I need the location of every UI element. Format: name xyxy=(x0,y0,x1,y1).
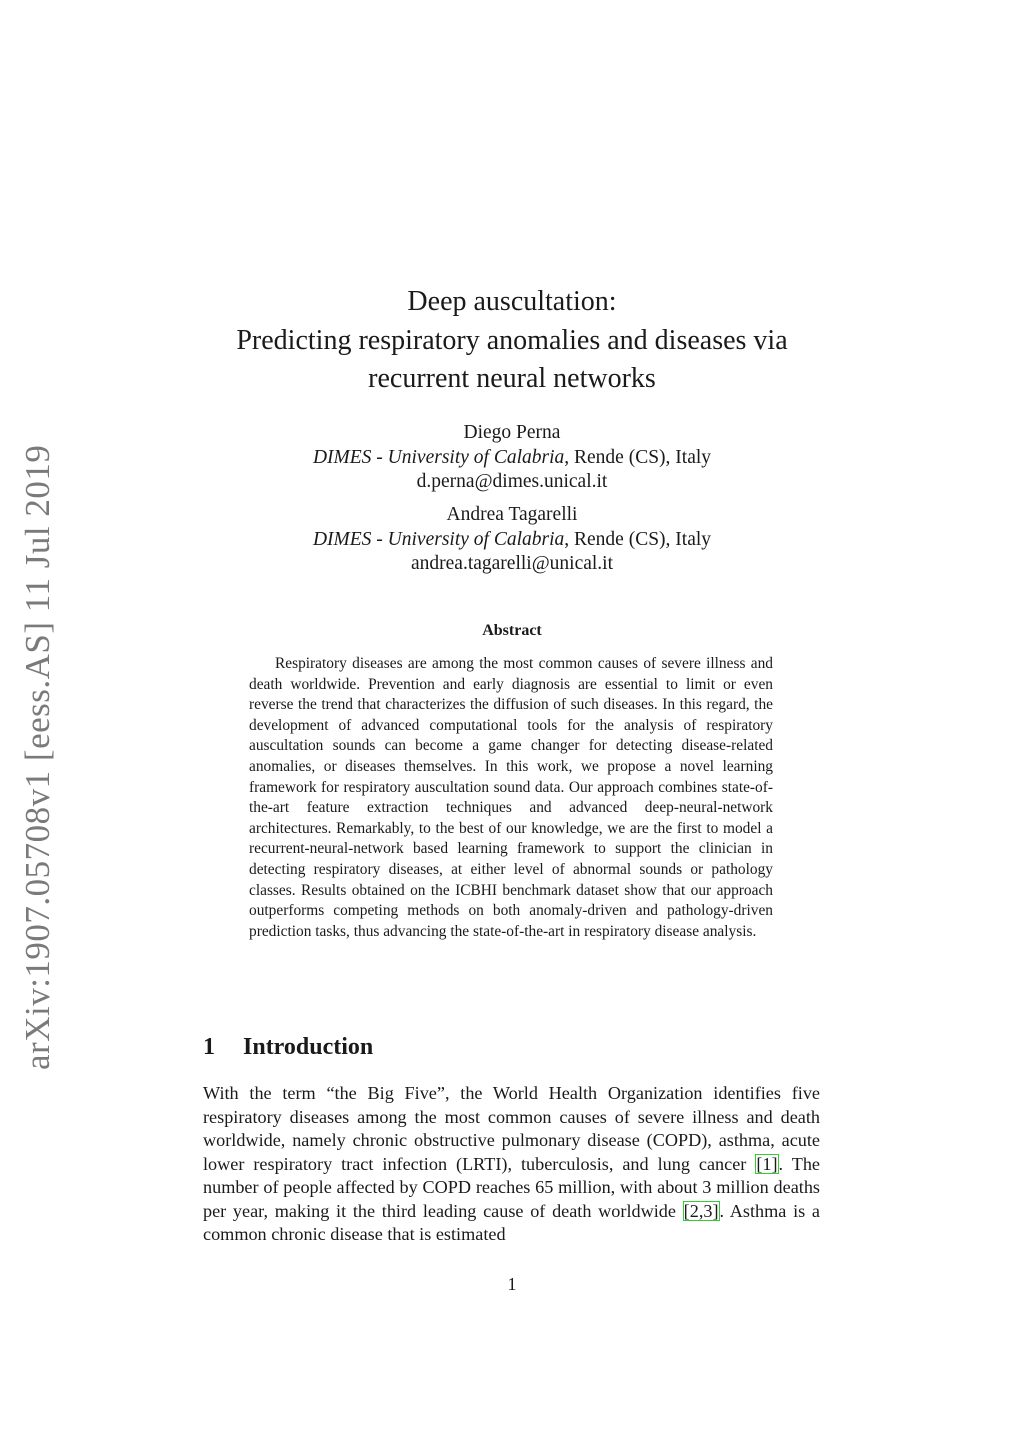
author-1 xyxy=(200,421,824,495)
affiliation-location: , Rende (CS), Italy xyxy=(564,446,712,468)
page-number: 1 xyxy=(507,1274,517,1294)
title-line-3: recurrent neural networks xyxy=(368,363,656,394)
introduction-paragraph xyxy=(203,1082,820,1247)
section-title: Introduction xyxy=(243,1034,374,1060)
author-name: Andrea Tagarelli xyxy=(446,504,578,525)
author-2 xyxy=(200,503,824,577)
author-email: andrea.tagarelli@unical.it xyxy=(410,553,614,574)
abstract-text: Respiratory diseases are among the most common causes of severe illness and death worldwide. Prevention and early diagnosis are essential to limit or even reverse the trend that characterizes the diffusion of such diseases. In this regard, the development of advanced computational tools for the analysis of respiratory auscultation sounds can become a game changer for detecting disease-related anomalies, or diseases themselves. In this work, we propose a novel learning framework for respiratory auscultation sound data. Our approach combines state-of-the-art feature extraction techniques and advanced deep-neural-network architectures. Remarkably, to the best of our knowledge, we are the first to model a recurrent-neural-network based learning framework to support the clinician in detecting respiratory diseases, at either level of abnormal sounds or pathology classes. Results obtained on the ICBHI benchmark dataset show that our approach outperforms competing methods on both anomaly-driven and pathology-driven prediction tasks, thus advancing the state-of-the-art in respiratory disease analysis. xyxy=(249,655,773,940)
affiliation-institution: DIMES - University of Calabria xyxy=(312,528,565,550)
affiliation-institution: DIMES - University of Calabria xyxy=(312,446,565,468)
title-line-2: Predicting respiratory anomalies and diseases via xyxy=(236,324,788,356)
author-name: Diego Perna xyxy=(463,422,561,443)
citation-link-1[interactable]: [1] xyxy=(756,1153,778,1174)
arxiv-identifier-stamp: arXiv:1907.05708v1 [eess.AS] 11 Jul 2019 xyxy=(18,444,57,1070)
author-affiliation xyxy=(200,528,824,553)
intro-text-part-3: . Asthma is a common chronic disease that is estimated xyxy=(203,1200,820,1244)
author-email: d.perna@dimes.unical.it xyxy=(416,471,608,492)
intro-text-part-2: . The number of people affected by COPD reaches 65 million, with about 3 million deaths per year, making it the third leading cause of death worldwide xyxy=(203,1153,820,1221)
title-line-1: Deep auscultation: xyxy=(407,286,617,317)
citation-link-2-3[interactable]: [2,3] xyxy=(683,1200,719,1221)
author-affiliation xyxy=(200,446,824,471)
affiliation-location: , Rende (CS), Italy xyxy=(564,528,712,550)
section-heading-introduction xyxy=(203,1034,373,1061)
abstract-heading: Abstract xyxy=(482,622,542,639)
paper-title xyxy=(150,283,874,399)
intro-text-part-1: With the term “the Big Five”, the World Health Organization identifies five respiratory diseases among the most common causes of severe illness and death worldwide, namely chronic obstructive pulmonary disease (COPD), asthma, acute lower respiratory tract infection (LRTI), tuberculosis, and lung cancer xyxy=(203,1083,820,1174)
section-number: 1 xyxy=(203,1034,215,1060)
